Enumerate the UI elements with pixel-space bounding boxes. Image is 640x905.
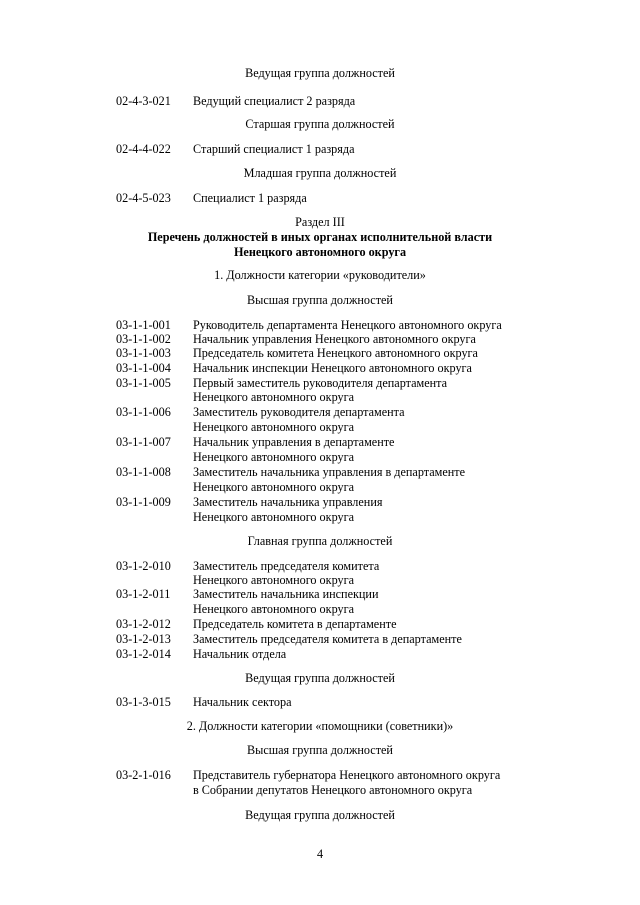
position-code: 03-1-1-002 <box>116 332 171 346</box>
section-label: Раздел III <box>295 215 345 229</box>
section-heading-line2: Ненецкого автономного округа <box>233 245 407 259</box>
position-title-cont: Ненецкого автономного округа <box>193 573 355 587</box>
position-title: Начальник инспекции Ненецкого автономного округа <box>193 361 472 375</box>
position-code: 03-1-1-006 <box>116 405 171 419</box>
position-title-cont: в Собрании депутатов Ненецкого автономного округа <box>193 783 473 797</box>
position-title-cont: Ненецкого автономного округа <box>193 420 355 434</box>
position-code: 03-1-3-015 <box>116 695 171 709</box>
position-code: 03-1-1-001 <box>116 318 171 332</box>
position-code: 02-4-5-023 <box>116 191 171 205</box>
category-heading: 2. Должности категории «помощники (советники)» <box>186 719 454 733</box>
position-code: 03-1-2-012 <box>116 617 171 631</box>
position-title-cont: Ненецкого автономного округа <box>193 602 355 616</box>
position-title: Начальник сектора <box>193 695 292 709</box>
position-code: 03-1-1-009 <box>116 495 171 509</box>
position-title: Заместитель председателя комитета в департаменте <box>193 632 462 646</box>
position-title: Старший специалист 1 разряда <box>193 142 355 156</box>
position-title: Заместитель председателя комитета <box>193 559 380 573</box>
position-code: 03-1-1-004 <box>116 361 171 375</box>
position-title: Председатель комитета в департаменте <box>193 617 397 631</box>
position-code: 03-1-2-010 <box>116 559 171 573</box>
category-heading: 1. Должности категории «руководители» <box>214 268 426 282</box>
position-title: Руководитель департамента Ненецкого автономного округа <box>193 318 502 332</box>
position-title-cont: Ненецкого автономного округа <box>193 390 355 404</box>
group-heading: Ведущая группа должностей <box>245 671 395 685</box>
position-title-cont: Ненецкого автономного округа <box>193 450 355 464</box>
position-title: Заместитель руководителя департамента <box>193 405 405 419</box>
position-code: 02-4-3-021 <box>116 94 171 108</box>
position-code: 03-1-2-011 <box>116 587 171 601</box>
group-heading: Старшая группа должностей <box>245 117 395 131</box>
position-code: 03-1-1-005 <box>116 376 171 390</box>
group-heading: Главная группа должностей <box>247 534 393 548</box>
section-heading-line1: Перечень должностей в иных органах исполнительной власти <box>147 230 493 244</box>
position-code: 03-2-1-016 <box>116 768 171 782</box>
position-title-cont: Ненецкого автономного округа <box>193 480 355 494</box>
position-code: 03-1-1-008 <box>116 465 171 479</box>
position-title: Председатель комитета Ненецкого автономного округа <box>193 346 478 360</box>
position-title: Представитель губернатора Ненецкого автономного округа <box>193 768 501 782</box>
position-code: 03-1-2-014 <box>116 647 171 661</box>
page-number: 4 <box>316 847 324 861</box>
position-title: Заместитель начальника управления <box>193 495 383 509</box>
position-title: Начальник управления в департаменте <box>193 435 395 449</box>
position-code: 03-1-2-013 <box>116 632 171 646</box>
position-title: Заместитель начальника управления в департаменте <box>193 465 466 479</box>
position-title: Начальник управления Ненецкого автономного округа <box>193 332 476 346</box>
position-title: Первый заместитель руководителя департамента <box>193 376 448 390</box>
position-title-cont: Ненецкого автономного округа <box>193 510 355 524</box>
group-heading: Высшая группа должностей <box>247 293 393 307</box>
position-code: 03-1-1-003 <box>116 346 171 360</box>
position-code: 02-4-4-022 <box>116 142 171 156</box>
group-heading: Младшая группа должностей <box>243 166 397 180</box>
group-heading: Ведущая группа должностей <box>245 808 395 822</box>
group-heading: Ведущая группа должностей <box>245 66 395 80</box>
position-title: Начальник отдела <box>193 647 287 661</box>
group-heading: Высшая группа должностей <box>247 743 393 757</box>
position-title: Специалист 1 разряда <box>193 191 307 205</box>
position-title: Заместитель начальника инспекции <box>193 587 379 601</box>
position-title: Ведущий специалист 2 разряда <box>193 94 356 108</box>
position-code: 03-1-1-007 <box>116 435 171 449</box>
